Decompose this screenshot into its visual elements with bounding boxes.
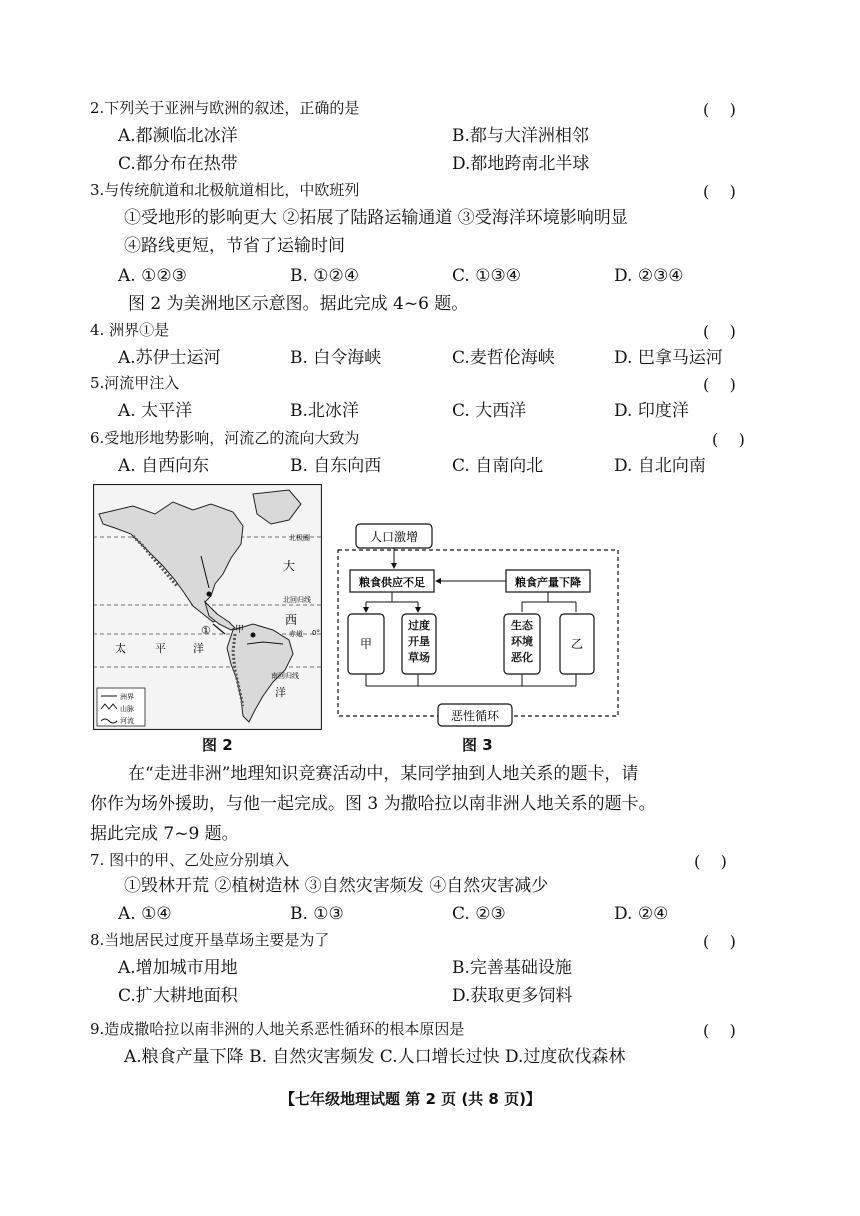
q4-option-b: B. 白令海峡 xyxy=(290,348,382,368)
q6-option-b: B. 自东向西 xyxy=(290,456,382,476)
figure-3-caption: 图 3 xyxy=(462,736,493,754)
q5-answer-bracket[interactable]: ( ) xyxy=(703,375,736,394)
intro-4-6: 图 2 为美洲地区示意图。据此完成 4~6 题。 xyxy=(128,294,469,314)
label-zero-degree: 0° xyxy=(312,629,320,637)
label-boundary-one: ① xyxy=(201,624,211,637)
q4-stem: 4. 洲界①是 xyxy=(90,321,170,339)
q3-option-c: C. ①③④ xyxy=(452,266,521,286)
q5-option-c: C. 大西洋 xyxy=(452,401,527,421)
legend-mountain: 山脉 xyxy=(120,705,134,713)
q9-stem: 9.造成撒哈拉以南非洲的人地关系恶性循环的根本原因是 xyxy=(90,1020,465,1038)
label-arctic-circle: 北极圈 xyxy=(289,534,310,542)
label-da: 大 xyxy=(283,559,296,573)
q3-items-line1: ①受地形的影响更大 ②拓展了陆路运输通道 ③受海洋环境影响明显 xyxy=(124,208,628,228)
q7-option-c: C. ②③ xyxy=(452,904,506,924)
q2-answer-bracket[interactable]: ( ) xyxy=(703,100,736,119)
legend-boundary: 洲界 xyxy=(120,693,134,701)
legend-river: 河流 xyxy=(120,717,134,725)
q6-answer-bracket[interactable]: ( ) xyxy=(712,430,745,449)
q8-answer-bracket[interactable]: ( ) xyxy=(703,932,736,951)
q4-option-d: D. 巴拿马运河 xyxy=(614,348,723,368)
para-7-9-line2: 你作为场外援助，与他一起完成。图 3 为撒哈拉以南非洲人地关系的题卡。 xyxy=(90,794,656,814)
q7-stem: 7. 图中的甲、乙处应分别填入 xyxy=(90,851,290,869)
figure-2-americas-map xyxy=(93,484,322,730)
q5-option-b: B.北冰洋 xyxy=(290,401,359,421)
q8-option-b: B.完善基础设施 xyxy=(452,958,572,978)
q4-answer-bracket[interactable]: ( ) xyxy=(703,322,736,341)
q5-option-a: A. 太平洋 xyxy=(118,401,193,421)
label-river-jia: 甲 xyxy=(235,625,245,635)
box-population: 人口激增 xyxy=(369,530,419,544)
label-xi: 西 xyxy=(285,613,298,627)
q6-stem: 6.受地形地势影响，河流乙的流向大致为 xyxy=(90,429,360,447)
label-ping: 平 xyxy=(155,642,166,655)
q3-option-d: D. ②③④ xyxy=(614,266,684,286)
figure-2-caption: 图 2 xyxy=(202,736,233,754)
box-yi: 乙 xyxy=(570,637,584,651)
q5-stem: 5.河流甲注入 xyxy=(90,374,180,392)
q7-option-d: D. ②④ xyxy=(614,904,669,924)
q4-option-a: A.苏伊士运河 xyxy=(118,348,221,368)
q9-answer-bracket[interactable]: ( ) xyxy=(703,1021,736,1040)
americas-map-svg xyxy=(93,484,322,730)
q6-option-c: C. 自南向北 xyxy=(452,456,544,476)
human-land-diagram-svg xyxy=(336,518,620,730)
q8-option-a: A.增加城市用地 xyxy=(118,958,238,978)
q2-option-a: A.都濒临北冰洋 xyxy=(118,126,238,146)
q3-items-line2: ④路线更短，节省了运输时间 xyxy=(124,236,345,256)
para-7-9-line1: 在“走进非洲”地理知识竞赛活动中，某同学抽到人地关系的题卡，请 xyxy=(128,764,639,784)
q7-option-a: A. ①④ xyxy=(118,904,172,924)
label-xi-yang: 洋 xyxy=(275,686,286,699)
label-yang: 洋 xyxy=(193,642,204,655)
q7-option-b: B. ①③ xyxy=(290,904,344,924)
q2-option-d: D.都地跨南北半球 xyxy=(452,154,590,174)
q8-stem: 8.当地居民过度开垦草场主要是为了 xyxy=(90,931,330,949)
figure-3-diagram xyxy=(336,518,620,730)
q2-option-b: B.都与大洋洲相邻 xyxy=(452,126,589,146)
q4-option-c: C.麦哲伦海峡 xyxy=(452,348,555,368)
q3-stem: 3.与传统航道和北极航道相比，中欧班列 xyxy=(90,181,360,199)
q2-option-c: C.都分布在热带 xyxy=(118,154,238,174)
box-food-decline: 粮食产量下降 xyxy=(515,576,581,589)
q6-option-a: A. 自西向东 xyxy=(118,456,210,476)
box-vicious-circle: 恶性循环 xyxy=(450,709,500,723)
q5-option-d: D. 印度洋 xyxy=(614,401,689,421)
q3-answer-bracket[interactable]: ( ) xyxy=(703,182,736,201)
q6-option-d: D. 自北向南 xyxy=(614,456,706,476)
box-food-shortage: 粮食供应不足 xyxy=(359,576,425,589)
q3-option-b: B. ①②④ xyxy=(290,266,360,286)
page-footer: 【七年级地理试题 第 2 页 (共 8 页)】 xyxy=(280,1090,541,1108)
q7-answer-bracket[interactable]: ( ) xyxy=(694,852,727,871)
q8-option-c: C.扩大耕地面积 xyxy=(118,986,238,1006)
box-overgrazing: 过度开垦草场 xyxy=(408,619,430,664)
label-tropic-south: 南回归线 xyxy=(271,672,299,680)
label-tropic-north: 北回归线 xyxy=(283,596,311,604)
label-equator: 赤道 xyxy=(289,630,303,638)
q2-stem: 2.下列关于亚洲与欧洲的叙述，正确的是 xyxy=(90,99,360,117)
q8-option-d: D.获取更多饲料 xyxy=(452,986,573,1006)
label-tai: 太 xyxy=(115,642,126,655)
q7-items: ①毁林开荒 ②植树造林 ③自然灾害频发 ④自然灾害减少 xyxy=(124,876,549,896)
q9-options: A.粮食产量下降 B. 自然灾害频发 C.人口增长过快 D.过度砍伐森林 xyxy=(124,1047,626,1067)
box-eco-degradation: 生态环境恶化 xyxy=(511,619,533,664)
para-7-9-line3: 据此完成 7~9 题。 xyxy=(90,824,239,844)
q3-option-a: A. ①②③ xyxy=(118,266,187,286)
box-jia: 甲 xyxy=(359,637,373,651)
